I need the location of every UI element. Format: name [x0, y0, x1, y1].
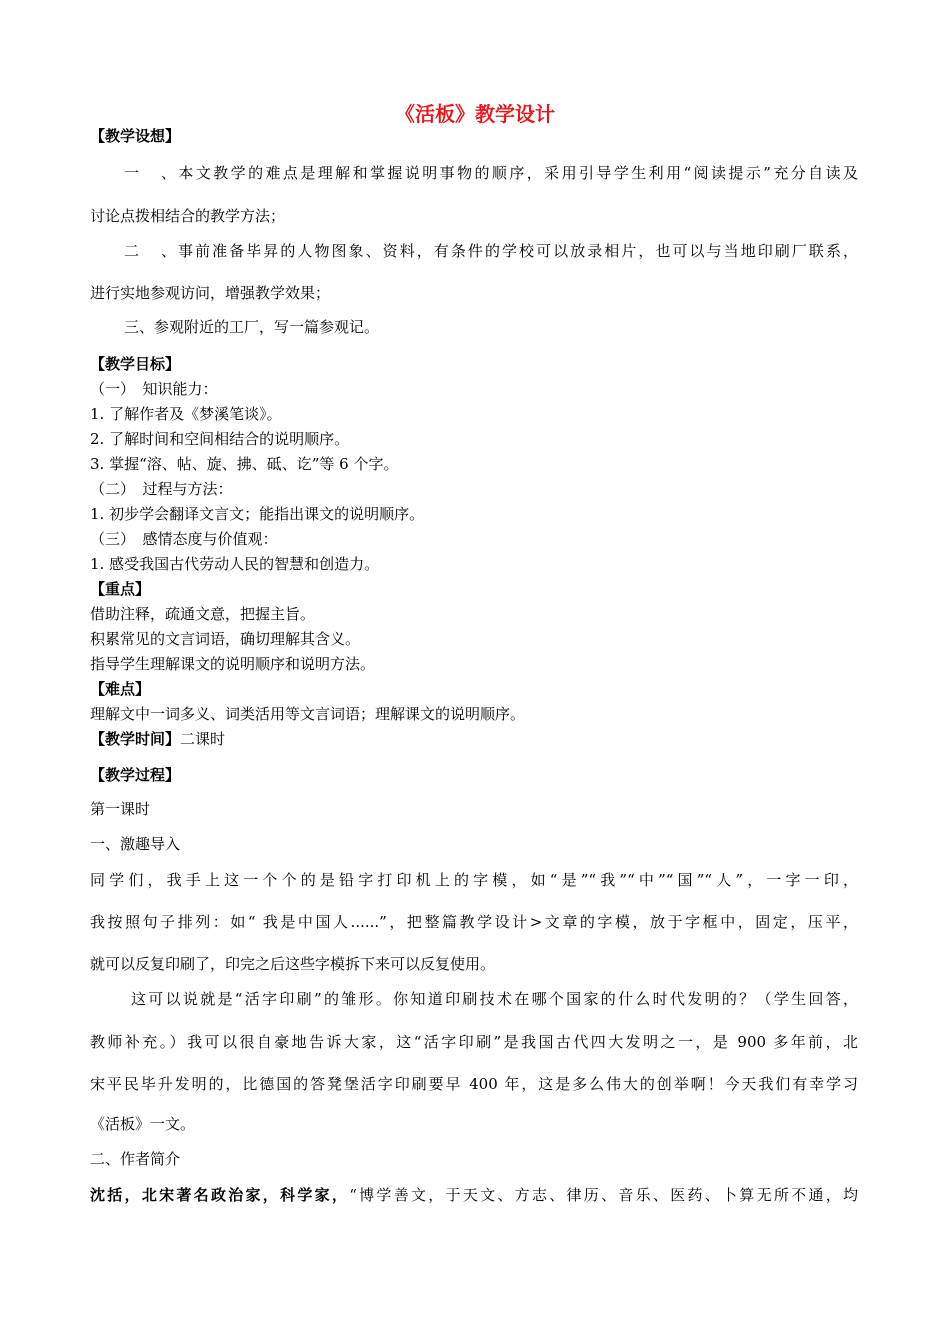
heading-difficulty: 【难点】: [90, 680, 151, 698]
history-paragraph-line: 这可以说就是“活字印刷”的雏形。你知道印刷技术在哪个国家的什么时代发明的？（学生回答，: [131, 990, 858, 1008]
history-paragraph-line: 《活板》一文。: [90, 1115, 196, 1133]
teaching-time-line: [90, 729, 880, 749]
author-name-bold: 沈括，北宋著名政治家，科学家，: [90, 1186, 350, 1204]
process-step-1: 一、激趣导入: [90, 835, 181, 853]
key-point-item: 借助注释，疏通文意，把握主旨。: [90, 605, 316, 623]
document-title: 《活板》教学设计: [395, 102, 555, 126]
history-paragraph-line: 宋平民毕升发明的，比德国的答凳堡活字印刷要早 400 年，这是多么伟大的创举啊！今天我们有幸学习: [90, 1075, 858, 1093]
design-item-1-line-1: 一、本文教学的难点是理解和掌握说明事物的顺序，采用引导学生利用“阅读提示”充分自读及: [124, 164, 858, 182]
intro-paragraph-line: 我按照句子排列：如“ 我是中国人......”，把整篇教学设计>文章的字模，放于字框中，固定，压平，: [90, 913, 858, 931]
goals-section-3-item: 1. 感受我国古代劳动人民的智慧和创造力。: [90, 555, 380, 573]
goals-section-2-item: 1. 初步学会翻译文言文；能指出课文的说明顺序。: [90, 505, 425, 523]
heading-teaching-time: 【教学时间】: [90, 730, 181, 748]
process-step-2: 二、作者简介: [90, 1150, 181, 1168]
design-item-2-number: 二、: [124, 242, 176, 260]
heading-teaching-goals: 【教学目标】: [90, 355, 181, 373]
lesson-label: 第一课时: [90, 800, 151, 818]
goals-section-1-item: 1. 了解作者及《梦溪笔谈》。: [90, 405, 282, 423]
goals-section-2: （二） 过程与方法：: [90, 480, 233, 498]
design-item-2-line-1: 二、事前准备毕昇的人物图象、资料，有条件的学校可以放录相片，也可以与当地印刷厂联系，: [124, 242, 858, 260]
teaching-time-value: 二课时: [180, 730, 226, 748]
design-item-3: 三、参观附近的工厂，写一篇参观记。: [124, 318, 380, 336]
heading-teaching-process: 【教学过程】: [90, 766, 181, 784]
intro-paragraph-line: 就可以反复印刷了，印完之后这些字模拆下来可以反复使用。: [90, 955, 496, 973]
difficulty-text: 理解文中一词多义、词类活用等文言词语；理解课文的说明顺序。: [90, 705, 526, 723]
key-point-item: 指导学生理解课文的说明顺序和说明方法。: [90, 655, 376, 673]
goals-section-1-item: 3. 掌握“溶、帖、旋、拂、砥、讫”等 6 个字。: [90, 455, 399, 473]
history-paragraph-line: 教师补充。）我可以很自豪地告诉大家，这“活字印刷”是我国古代四大发明之一，是 900 多年前，北: [90, 1033, 858, 1051]
goals-section-3: （三） 感情态度与价值观：: [90, 530, 278, 548]
design-item-1-number: 一、: [124, 164, 176, 182]
goals-section-1-item: 2. 了解时间和空间相结合的说明顺序。: [90, 430, 350, 448]
key-point-item: 积累常见的文言词语，确切理解其含义。: [90, 630, 361, 648]
heading-key-points: 【重点】: [90, 580, 151, 598]
design-item-1-line-2: 讨论点拨相结合的教学方法；: [90, 207, 286, 225]
author-intro-line: 沈括，北宋著名政治家，科学家，“博学善文，于天文、方志、律历、音乐、医药、卜算无所不通，均: [90, 1186, 858, 1204]
design-item-2-line-2: 进行实地参观访问，增强教学效果；: [90, 284, 331, 302]
intro-paragraph-line: 同学们，我手上这一个个的是铅字打印机上的字模，如“是”“我”“中”“国”“人”，一字一印，: [90, 871, 858, 889]
goals-section-1: （一） 知识能力：: [90, 380, 218, 398]
heading-teaching-design: 【教学设想】: [90, 127, 181, 145]
